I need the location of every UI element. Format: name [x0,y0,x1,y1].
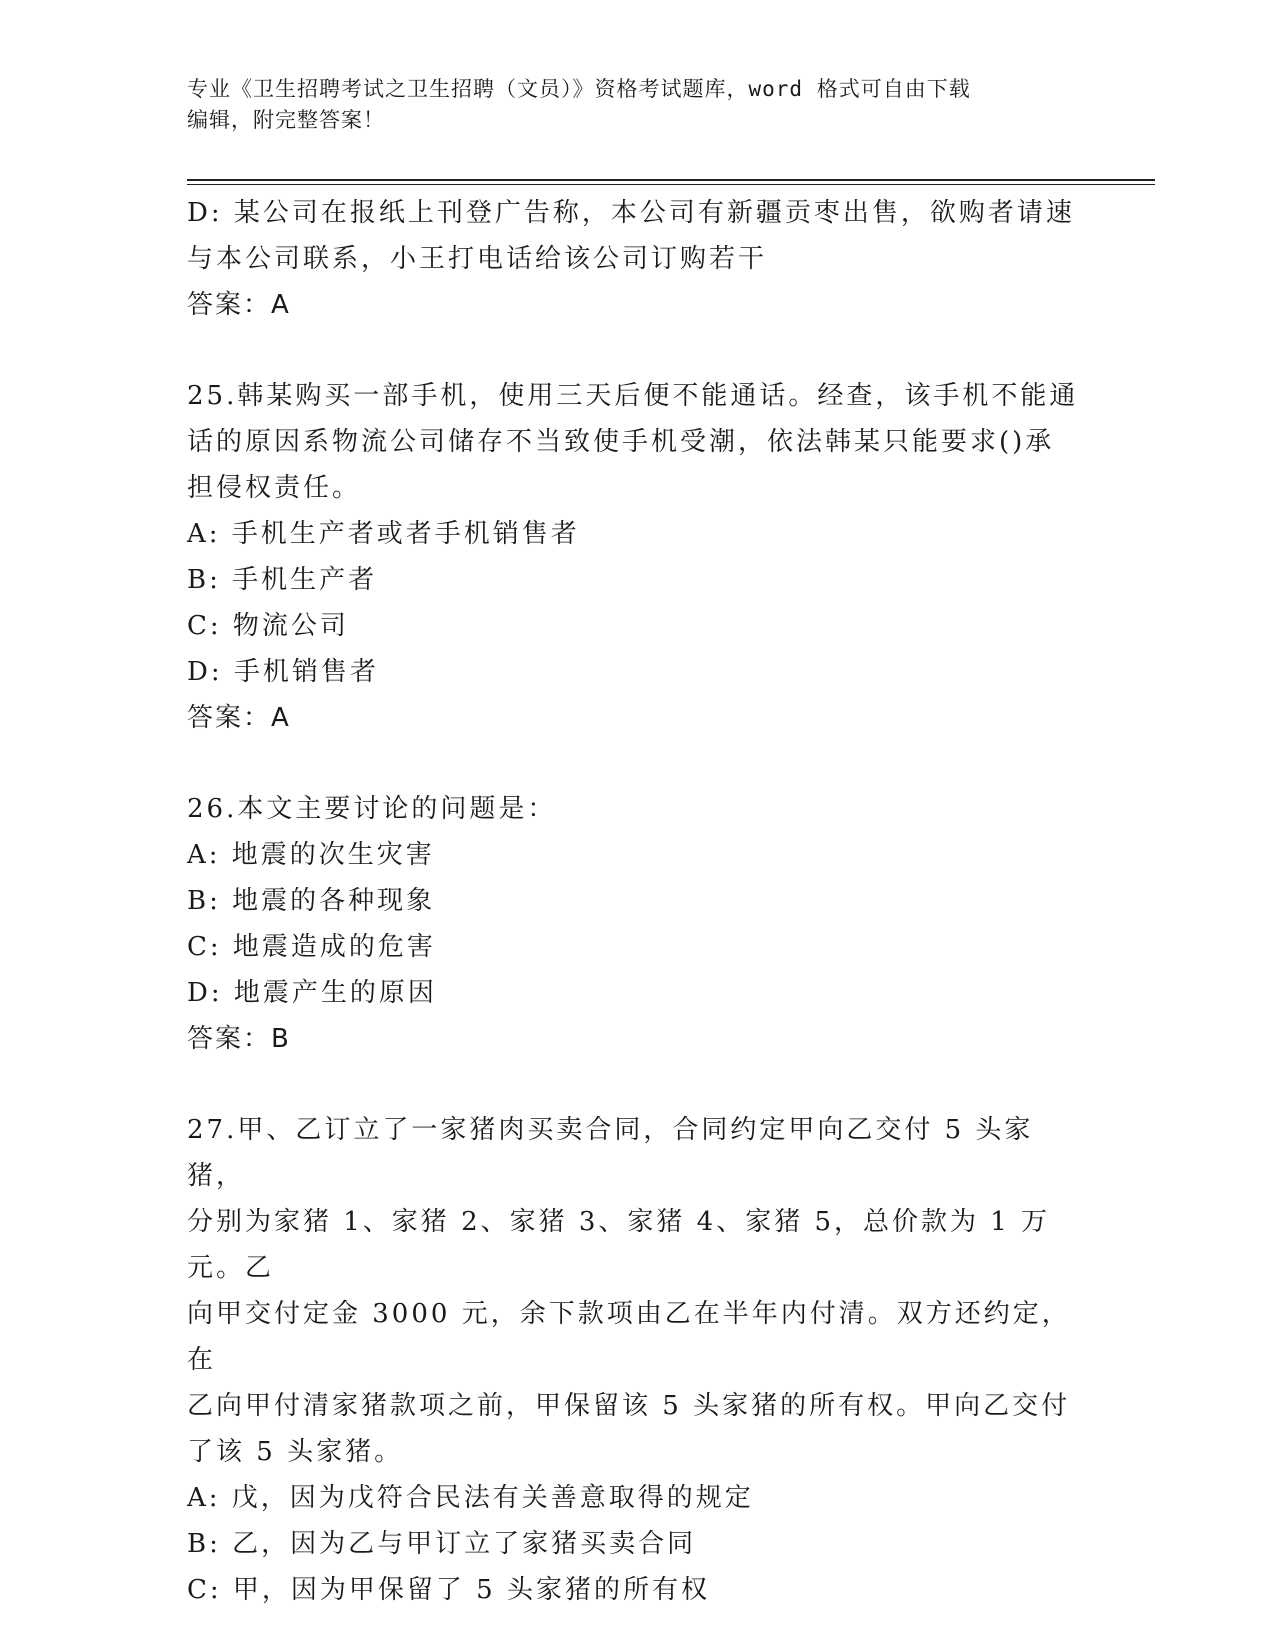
option-b: B: 地震的各种现象 [187,886,436,916]
option-b: B: 手机生产者 [187,565,378,595]
option-d: D: 手机销售者 [187,657,379,687]
question-stem: 分别为家猪 1、家猪 2、家猪 3、家猪 4、家猪 5，总价款为 1 万元。乙 [187,1207,1051,1283]
option-d-continued: 与本公司联系，小王打电话给该公司订购若干 [187,244,768,274]
spacer [187,328,1087,373]
header-line: 编辑，附完整答案！ [187,108,385,132]
header-rule-thick [187,179,1155,181]
document-body [187,190,1087,1613]
option-c: C: 物流公司 [187,611,349,641]
question-stem: 25.韩某购买一部手机，使用三天后便不能通话。经查，该手机不能通 [187,381,1079,411]
question-stem: 26.本文主要讨论的问题是： [187,794,557,824]
question-stem: 向甲交付定金 3000 元，余下款项由乙在半年内付清。双方还约定，在 [187,1299,1071,1375]
option-c: C: 地震造成的危害 [187,932,436,962]
question-stem: 27.甲、乙订立了一家猪肉买卖合同，合同约定甲向乙交付 5 头家猪， [187,1115,1034,1191]
spacer [187,741,1087,786]
option-a: A: 手机生产者或者手机销售者 [187,519,580,549]
question-stem: 担侵权责任。 [187,473,362,503]
question-stem: 了该 5 头家猪。 [187,1437,404,1467]
document-header [187,74,1067,136]
option-a: A: 戊，因为戊符合民法有关善意取得的规定 [187,1483,754,1513]
question-stem: 话的原因系物流公司储存不当致使手机受潮，依法韩某只能要求()承 [187,427,1055,457]
header-line: 专业《卫生招聘考试之卫生招聘（文员）》资格考试题库，word 格式可自由下载 [187,77,971,101]
question-stem: 乙向甲付清家猪款项之前，甲保留该 5 头家猪的所有权。甲向乙交付 [187,1391,1071,1421]
answer-line: 答案：A [187,703,291,733]
question-block-25 [187,373,1087,741]
header-rule-thin [187,184,1155,185]
question-block-27 [187,1107,1087,1613]
question-block-prev [187,190,1087,328]
question-block-26 [187,786,1087,1062]
option-d: D: 地震产生的原因 [187,978,437,1008]
spacer [187,1062,1087,1107]
option-b: B: 乙，因为乙与甲订立了家猪买卖合同 [187,1529,697,1559]
option-d: D: 某公司在报纸上刊登广告称，本公司有新疆贡枣出售，欲购者请速 [187,198,1075,228]
answer-line: 答案：B [187,1024,291,1054]
option-a: A: 地震的次生灾害 [187,840,435,870]
answer-line: 答案：A [187,290,291,320]
option-c: C: 甲，因为甲保留了 5 头家猪的所有权 [187,1575,710,1605]
